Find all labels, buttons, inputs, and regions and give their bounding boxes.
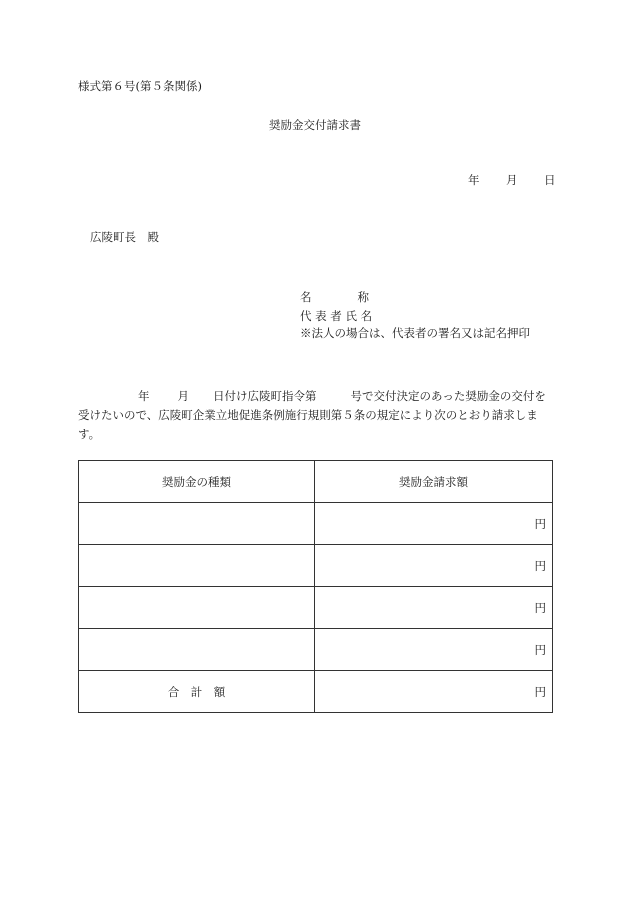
signature-note: ※法人の場合は、代表者の署名又は記名押印 [300,326,530,340]
table-row [79,629,553,671]
request-table [78,460,553,713]
table-row [79,503,553,545]
amount-cell[interactable]: 円 [315,629,553,671]
body-year: 年 [138,389,150,403]
amount-cell[interactable]: 円 [315,587,553,629]
date-day: 日 [544,173,556,187]
body-text-2: 号で交付決定のあった奨励金の交付を受けたいので、広陵町企業立地促進条例施行規則第５条の規定により次のとおり請求します。 [78,389,546,441]
type-cell[interactable] [79,587,315,629]
date-line [468,175,556,187]
date-month: 月 [506,173,518,187]
body-text-1: 日付け広陵町指令第 [213,389,317,403]
table-row [79,587,553,629]
applicant-block [300,288,372,326]
type-cell[interactable] [79,545,315,587]
request-body [78,387,554,444]
header-type: 奨励金の種類 [79,461,315,503]
amount-cell[interactable]: 円 [315,545,553,587]
total-amount[interactable]: 円 [315,671,553,713]
header-amount: 奨励金請求額 [315,461,553,503]
amount-cell[interactable]: 円 [315,503,553,545]
body-month: 月 [177,389,189,403]
type-cell[interactable] [79,629,315,671]
total-row [79,671,553,713]
name-label: 名 称 [300,290,369,304]
table-header-row [79,461,553,503]
representative-label: 代 表 者 氏 名 [300,309,373,323]
date-year: 年 [468,173,480,187]
type-cell[interactable] [79,503,315,545]
table-row [79,545,553,587]
document-title: 奨励金交付請求書 [269,118,361,132]
form-number: 様式第６号(第５条関係) [78,79,202,93]
addressee: 広陵町長 殿 [90,230,159,244]
total-label: 合 計 額 [79,671,315,713]
